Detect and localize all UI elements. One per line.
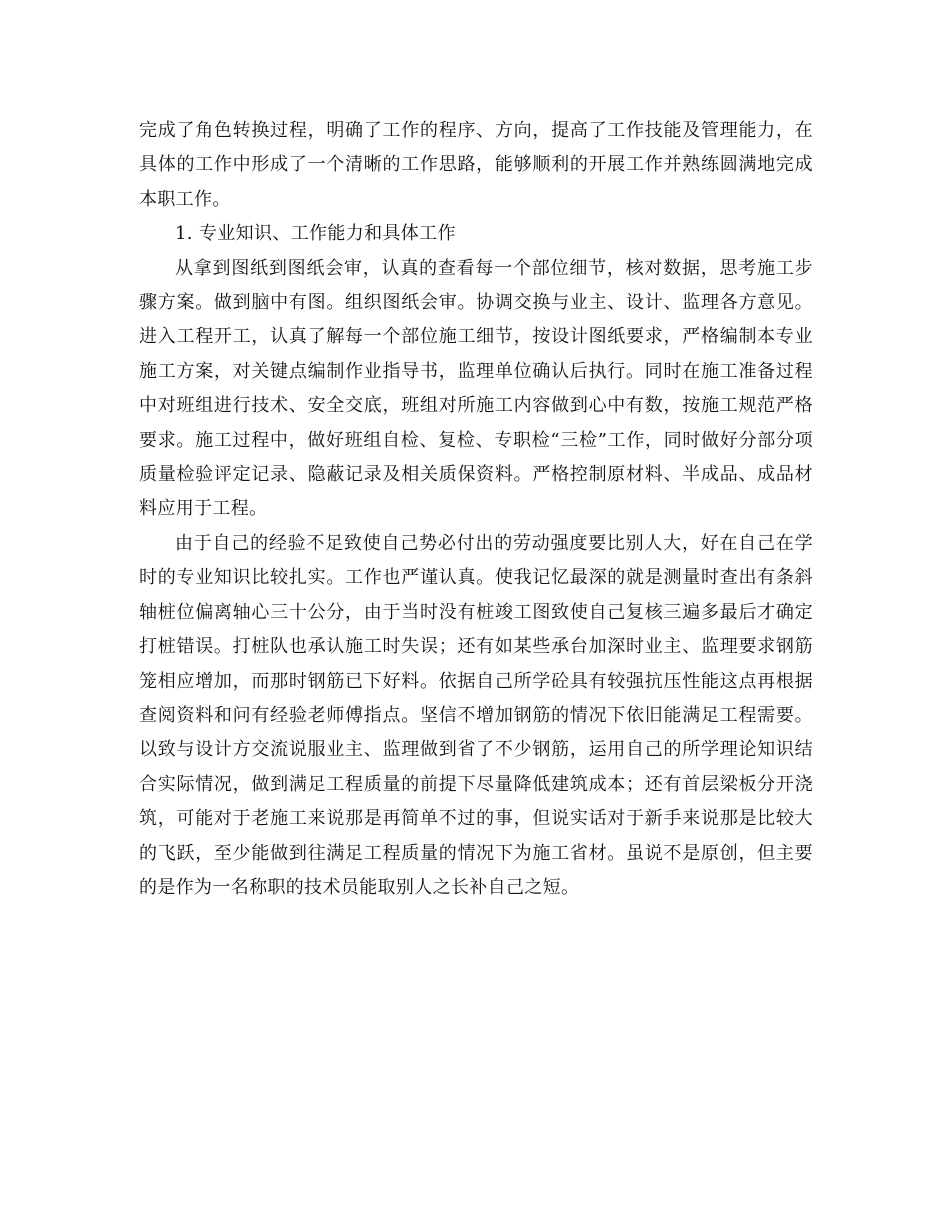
paragraph-continuation: 完成了角色转换过程，明确了工作的程序、方向，提高了工作技能及管理能力，在具体的工作中形成了一个清晰的工作思路，能够顺利的开展工作并熟练圆满地完成本职工作。: [139, 120, 813, 210]
paragraph-experience: 由于自己的经验不足致使自己势必付出的劳动强度要比别人大，好在自己在学时的专业知识比较扎实。工作也严谨认真。使我记忆最深的就是测量时查出有条斜轴桩位偏离轴心三十公分，由于当时没有桩竣工图致使自己复核三遍多最后才确定打桩错误。打桩队也承认施工时失误；还有如某些承台加深时业主、监理要求钢筋笼相应增加，而那时钢筋已下好料。依据自己所学砼具有较强抗压性能这点再根据查阅资料和问有经验老师傅指点。坚信不增加钢筋的情况下依旧能满足工程需要。以致与设计方交流说服业主、监理做到省了不少钢筋，运用自己的所学理论知识结合实际情况，做到满足工程质量的前提下尽量降低建筑成本；还有首层梁板分开浇筑，可能对于老施工来说那是再简单不过的事，但说实话对于新手来说那是比较大的飞跃，至少能做到往满足工程质量的情况下为施工省材。虽说不是原创，但主要的是作为一名称职的技术员能取别人之长补自己之短。: [139, 532, 813, 898]
paragraph-work-process: 从拿到图纸到图纸会审，认真的查看每一个部位细节，核对数据，思考施工步骤方案。做到脑中有图。组织图纸会审。协调交换与业主、设计、监理各方意见。进入工程开工，认真了解每一个部位施工细节，按设计图纸要求，严格编制本专业施工方案，对关键点编制作业指导书，监理单位确认后执行。同时在施工准备过程中对班组进行技术、安全交底，班组对所施工内容做到心中有数，按施工规范严格要求。施工过程中，做好班组自检、复检、专职检“三检”工作，同时做好分部分项质量检验评定记录、隐蔽记录及相关质保资料。严格控制原材料、半成品、成品材料应用于工程。: [139, 257, 813, 520]
document-body: [139, 114, 813, 905]
section-heading: 1. 专业知识、工作能力和具体工作: [175, 223, 456, 245]
